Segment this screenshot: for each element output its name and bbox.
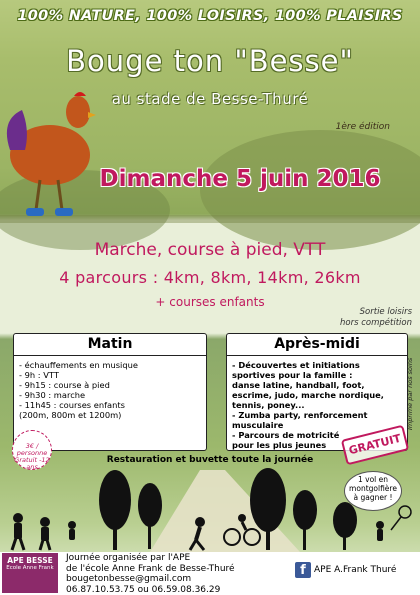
ground-strip <box>0 215 420 223</box>
sortie-line: hors compétition <box>340 318 412 328</box>
facebook-link[interactable] <box>295 562 396 578</box>
balloon-prize-bubble <box>344 471 402 511</box>
sortie-line: Sortie loisirs <box>359 307 412 317</box>
price-line: Gratuit -12 ans <box>14 456 50 471</box>
price-line: 3€ / personne <box>16 442 48 457</box>
ape-logo <box>2 553 58 593</box>
email-link[interactable]: bougetonbesse@gmail.com <box>66 574 192 584</box>
vol-line: montgolfière <box>349 484 397 493</box>
facebook-icon: f <box>295 562 311 578</box>
apres-midi-title: Après-midi <box>227 334 407 356</box>
phone-numbers: 06.87.10.53.75 ou 06.59.08.36.29 <box>66 584 221 595</box>
logo-line: Ecole Anne Frank <box>6 565 54 571</box>
list-item: escrime, judo, marche nordique, <box>232 390 384 400</box>
list-item: danse latine, handball, foot, <box>232 380 365 390</box>
list-item: pour les plus jeunes <box>232 440 327 450</box>
list-item: - Découvertes et initiations <box>232 360 360 370</box>
parcours-text: 4 parcours : 4km, 8km, 14km, 26km <box>59 268 361 287</box>
list-item: - 9h : VTT <box>19 370 59 380</box>
facebook-label: APE A.Frank Thuré <box>314 565 397 575</box>
list-item: - échauffements en musique <box>19 360 138 370</box>
event-subtitle: au stade de Besse-Thuré <box>111 90 309 108</box>
list-item: sportives pour la famille : <box>232 370 353 380</box>
logo-line: APE BESSE <box>7 556 53 565</box>
vol-line: 1 vol en <box>357 475 389 484</box>
list-item: - Parcours de motricité <box>232 430 340 440</box>
printed-note: Imprimé par nos soins <box>406 357 414 430</box>
sortie-note <box>340 307 412 329</box>
org-line: de l'école Anne Frank de Besse-Thuré <box>66 563 235 574</box>
list-item: (200m, 800m et 1200m) <box>19 410 122 420</box>
org-line: Journée organisée par l'APE <box>66 553 191 563</box>
matin-title: Matin <box>14 334 206 356</box>
matin-list <box>14 356 206 424</box>
list-item: - 11h45 : courses enfants <box>19 400 125 410</box>
list-item: - 9h30 : marche <box>19 390 86 400</box>
kids-races-text: + courses enfants <box>155 295 265 309</box>
gratuit-stamp: GRATUIT <box>341 425 409 466</box>
list-item: musculaire <box>232 420 284 430</box>
activities-text: Marche, course à pied, VTT <box>94 240 326 260</box>
restauration-text: Restauration et buvette toute la journée <box>106 455 314 465</box>
tagline: 100% NATURE, 100% LOISIRS, 100% PLAISIRS <box>17 8 403 24</box>
vol-line: à gagner ! <box>353 493 393 502</box>
event-date: Dimanche 5 juin 2016 <box>99 166 381 192</box>
event-title: Bouge ton "Besse" <box>66 44 354 78</box>
edition-label: 1ère édition <box>335 122 390 132</box>
list-item: tennis, poney... <box>232 400 305 410</box>
list-item: - 9h15 : course à pied <box>19 380 110 390</box>
organizer-info <box>66 553 235 595</box>
list-item: - Zumba party, renforcement <box>232 410 368 420</box>
